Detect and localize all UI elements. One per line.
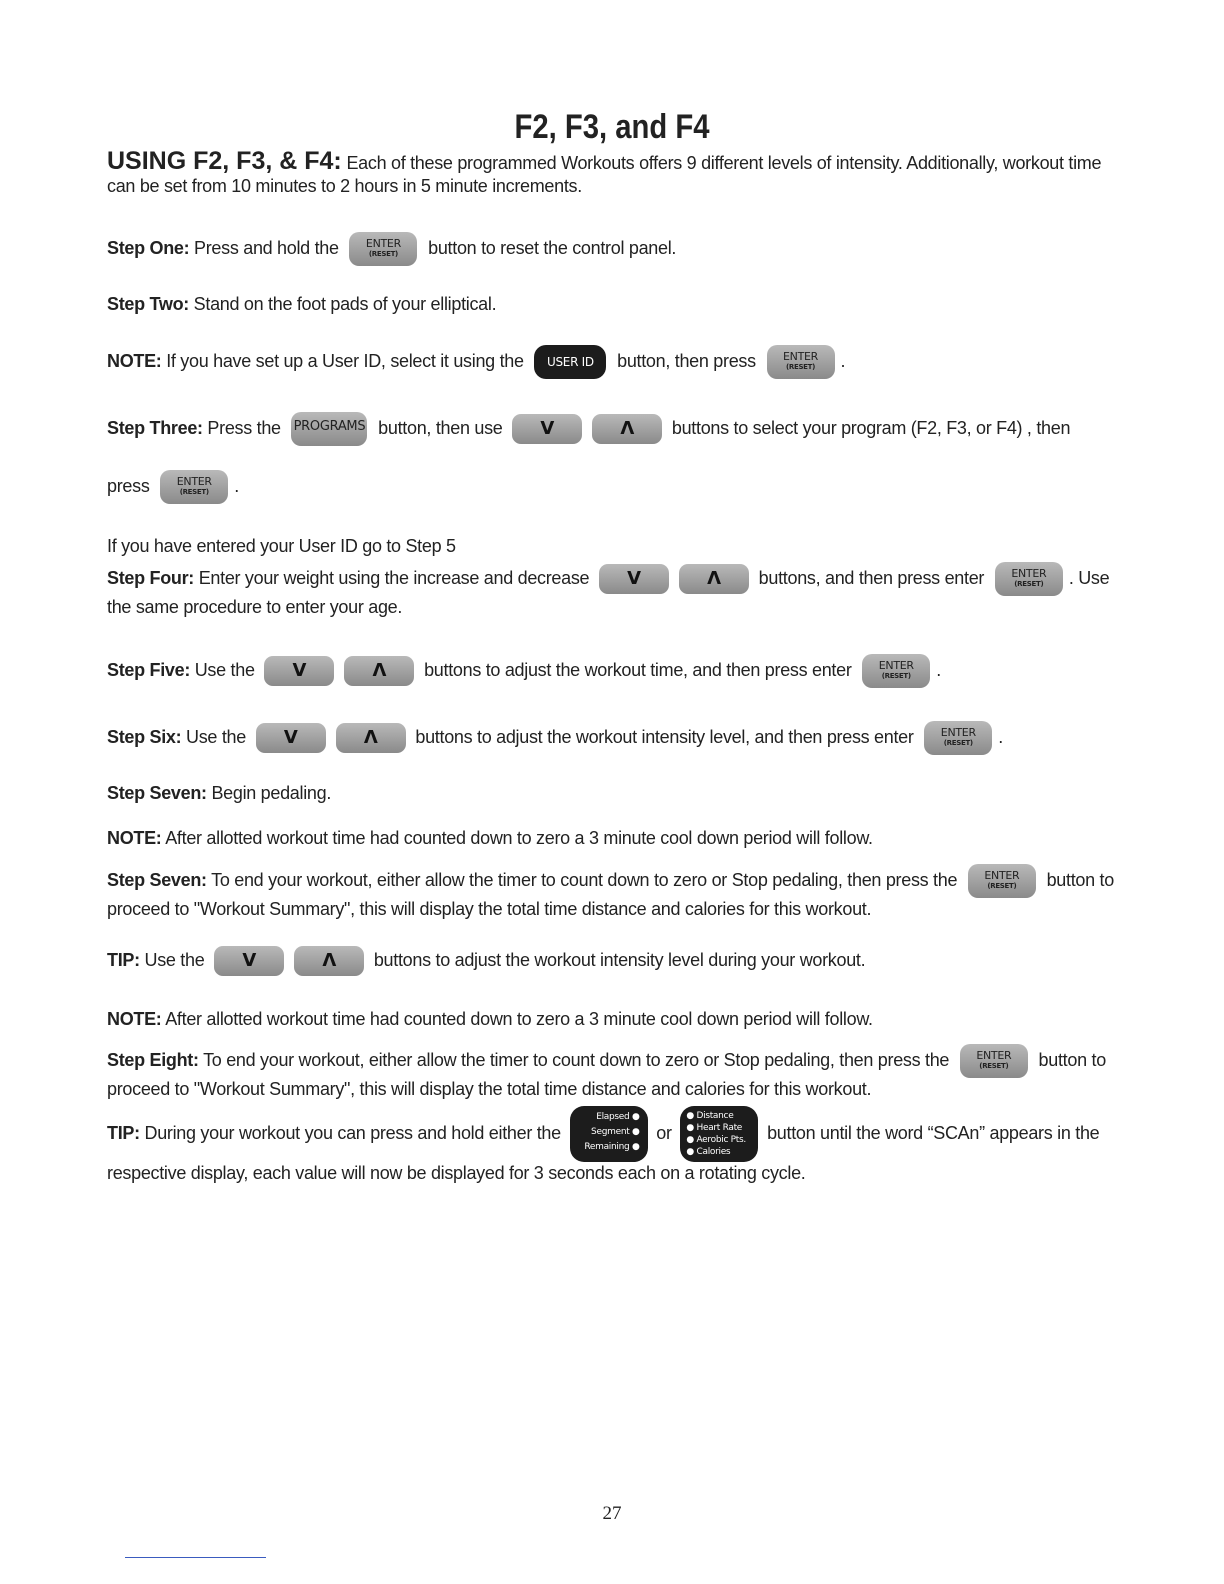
step-text: button to reset the control panel. (428, 237, 677, 258)
intro-text: Each of these programmed Workouts offers 9 different levels of intensity. Additionally, workout time can be set from 10 minutes to 2 hours in 5 minute increments. (107, 153, 1102, 196)
step-five (107, 654, 1117, 688)
down-arrow-button[interactable]: V (256, 723, 326, 753)
page-title: F2, F3, and F4 (514, 108, 710, 146)
note-text: After allotted workout time had counted down to zero a 3 minute cool down period will follow. (165, 828, 873, 848)
stats-display-button[interactable]: ● Distance ● Heart Rate ● Aerobic Pts. ● Calories (680, 1106, 758, 1162)
enter-reset-button[interactable]: ENTER (RESET) (968, 864, 1036, 898)
step-three-continued (107, 470, 1117, 504)
step-text: . (936, 659, 941, 680)
up-arrow-button[interactable]: Λ (294, 946, 364, 976)
step-text: Begin pedaling. (211, 783, 332, 803)
step-text: . Use the same procedure to enter your age. (107, 567, 1110, 617)
tip-intensity (107, 946, 1117, 976)
goto-step-5: If you have entered your User ID go to Step 5 (107, 536, 456, 556)
tip-scan (107, 1106, 1117, 1185)
step-text: Use the (186, 726, 246, 747)
step-one (107, 232, 1117, 266)
step-text: button to proceed to "Workout Summary", this will display the total time distance and calories for this workout. (107, 1049, 1106, 1099)
step-text: buttons to select your program (F2, F3, or F4) , then (671, 417, 1071, 438)
note-cool-down (107, 1008, 1117, 1031)
step-text: buttons to adjust the workout intensity level, and then press enter (415, 726, 914, 747)
intro-heading: USING F2, F3, & F4: (107, 147, 342, 175)
step-label: Step Seven: (107, 783, 207, 803)
step-text: Press the (207, 417, 281, 438)
down-arrow-button[interactable]: V (512, 414, 582, 444)
tip-text: During your workout you can press and hold either the (144, 1122, 561, 1143)
enter-reset-button[interactable]: ENTER (RESET) (349, 232, 417, 266)
tip-text: Use the (144, 949, 205, 970)
step-eight (107, 1044, 1117, 1101)
tip-text: buttons to adjust the workout intensity level during your workout. (373, 949, 866, 970)
note-user-id (107, 345, 1117, 379)
step-text: To end your workout, either allow the timer to count down to zero or Stop pedaling, then press the (211, 869, 958, 890)
note-label: NOTE: (107, 350, 162, 371)
step-label: Step Four: (107, 567, 194, 588)
footer-rule (125, 1557, 266, 1558)
step-six (107, 721, 1117, 755)
step-text: Enter your weight using the increase and decrease (198, 567, 590, 588)
step-text: . (234, 475, 239, 496)
user-id-button[interactable]: USER ID (534, 345, 606, 379)
tip-label: TIP: (107, 949, 140, 970)
step-label: Step Two: (107, 294, 189, 314)
enter-reset-button[interactable]: ENTER (RESET) (862, 654, 930, 688)
step-text: Stand on the foot pads of your elliptical. (193, 294, 497, 314)
step-text: press (107, 475, 150, 496)
step-text: buttons to adjust the workout time, and then press enter (424, 659, 852, 680)
note-text: . (840, 350, 846, 371)
programs-button[interactable]: PROGRAMS (291, 412, 367, 446)
up-arrow-button[interactable]: Λ (344, 656, 414, 686)
intro-paragraph (107, 147, 1117, 198)
up-arrow-button[interactable]: Λ (336, 723, 406, 753)
step-label: Step Eight: (107, 1049, 199, 1070)
tip-text: button until the word “SCAn” appears in the respective display, each value will now be displayed for 3 seconds each on a rotating cycle. (107, 1122, 1100, 1183)
note-text: button, then press (617, 350, 756, 371)
step-text: Use the (194, 659, 255, 680)
enter-reset-button[interactable]: ENTER (RESET) (767, 345, 835, 379)
step-text: button, then use (378, 417, 503, 438)
page-number: 27 (602, 1503, 622, 1524)
up-arrow-button[interactable]: Λ (592, 414, 662, 444)
enter-reset-button[interactable]: ENTER (RESET) (960, 1044, 1028, 1078)
step-text: To end your workout, either allow the timer to count down to zero or Stop pedaling, then press the (203, 1049, 950, 1070)
up-arrow-button[interactable]: Λ (679, 564, 749, 594)
tip-label: TIP: (107, 1122, 140, 1143)
enter-reset-button[interactable]: ENTER (RESET) (924, 721, 992, 755)
step-seven-end (107, 864, 1117, 921)
down-arrow-button[interactable]: V (214, 946, 284, 976)
step-label: Step Five: (107, 659, 191, 680)
step-text: button to proceed to "Workout Summary", this will display the total time distance and calories for this workout. (107, 869, 1114, 919)
down-arrow-button[interactable]: V (264, 656, 334, 686)
step-text: . (998, 726, 1003, 747)
step-two (107, 293, 1117, 316)
enter-reset-button[interactable]: ENTER (RESET) (160, 470, 228, 504)
step-label: Step Six: (107, 726, 182, 747)
note-text: After allotted workout time had counted down to zero a 3 minute cool down period will follow. (165, 1009, 873, 1029)
down-arrow-button[interactable]: V (599, 564, 669, 594)
step-seven-begin (107, 782, 1117, 805)
step-three (107, 412, 1117, 446)
step-label: Step Three: (107, 417, 203, 438)
step-label: Step One: (107, 237, 190, 258)
note-label: NOTE: (107, 1009, 162, 1029)
note-cool-down (107, 827, 1117, 850)
note-label: NOTE: (107, 828, 162, 848)
note-text: If you have set up a User ID, select it using the (166, 350, 524, 371)
tip-text: or (656, 1122, 672, 1143)
step-text: Press and hold the (194, 237, 339, 258)
step-label: Step Seven: (107, 869, 207, 890)
enter-reset-button[interactable]: ENTER (RESET) (995, 562, 1063, 596)
step-text: buttons, and then press enter (758, 567, 985, 588)
step-four (107, 562, 1117, 619)
time-display-button[interactable]: Elapsed ● Segment ● Remaining ● (570, 1106, 648, 1162)
